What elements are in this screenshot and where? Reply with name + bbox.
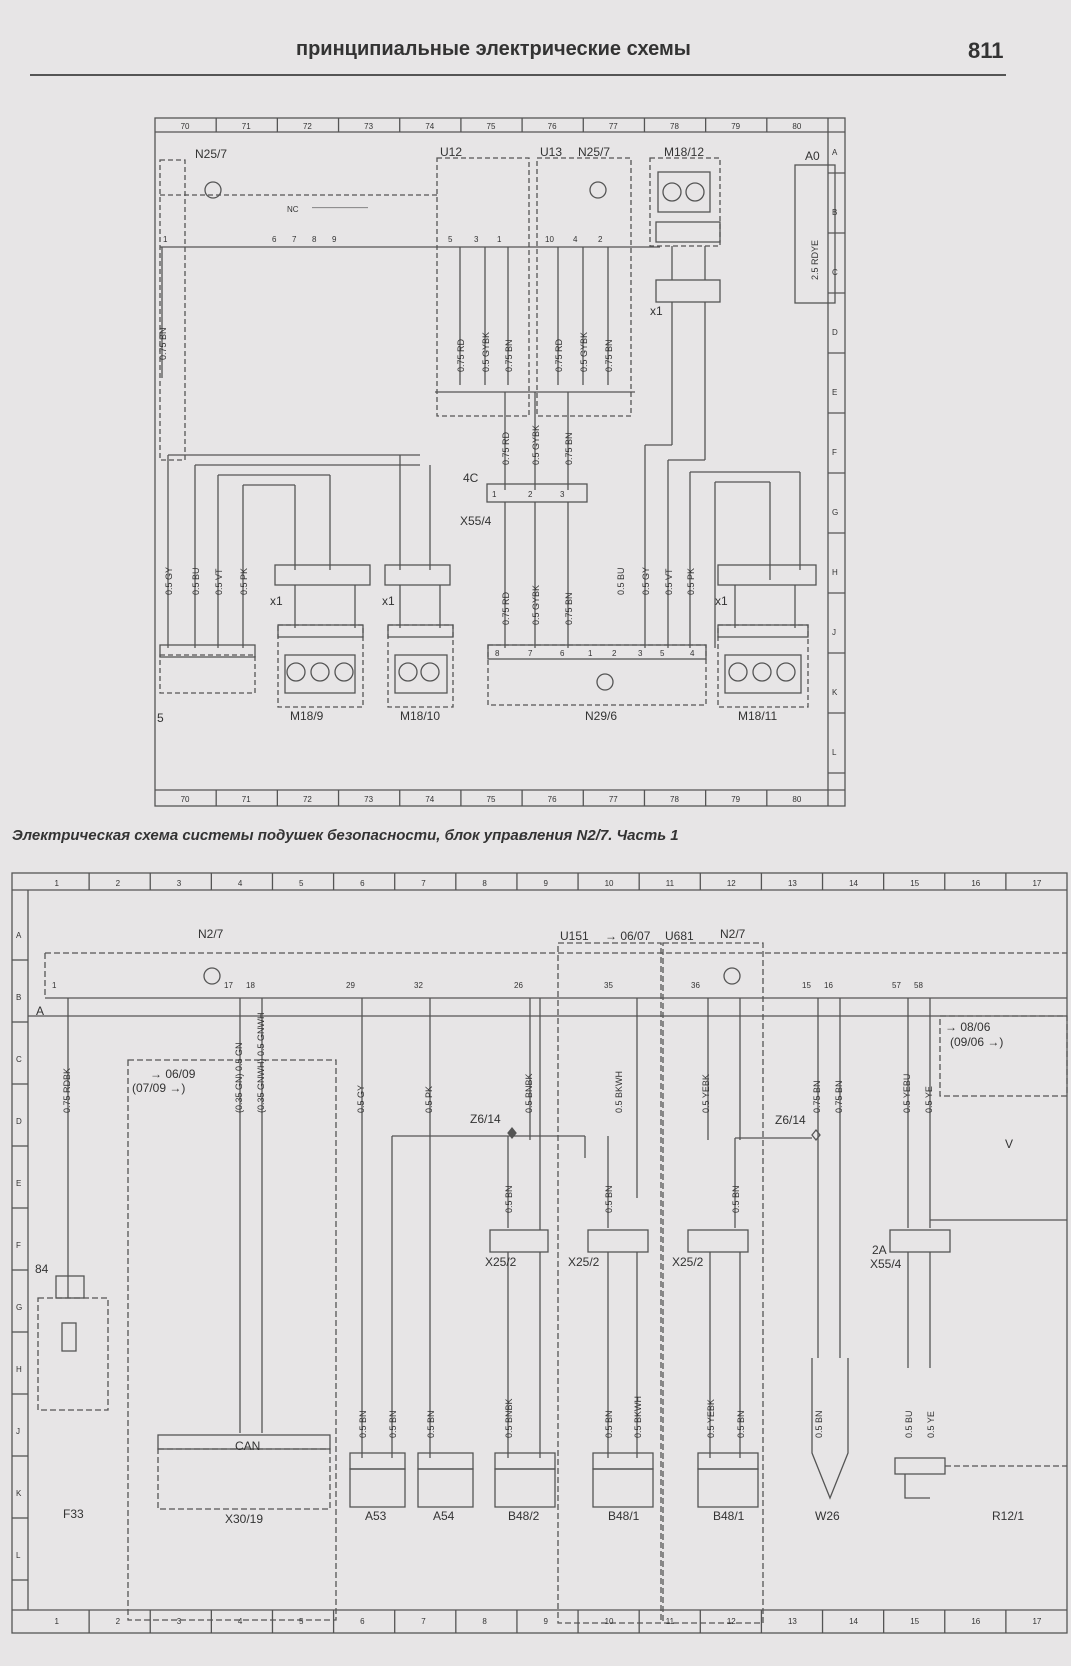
connector-label-x1: x1	[650, 304, 663, 318]
connector-label-x1: x1	[382, 594, 395, 608]
page-header-title: принципиальные электрические схемы	[296, 38, 691, 60]
wiring-diagram-part-1	[0, 110, 1071, 810]
column-number: 16	[971, 879, 981, 888]
pin-number: 1	[163, 235, 168, 244]
column-number: 78	[670, 122, 679, 131]
can-label: CAN	[235, 1439, 261, 1453]
wire-label: 0.75 BN	[834, 1080, 844, 1113]
pin-number: 2	[598, 235, 603, 244]
row-letter: F	[16, 1241, 21, 1250]
column-number: 10	[604, 879, 614, 888]
column-number: 80	[792, 122, 802, 131]
pin-number: 1	[492, 490, 497, 499]
pin-number: 2	[528, 490, 533, 499]
wire-label: 0.5 BN	[731, 1185, 741, 1213]
row-letter: G	[16, 1303, 23, 1312]
wire-label: 0.5 PK	[686, 567, 696, 595]
right-date-2: (09/06 →)	[950, 1035, 1004, 1049]
row-letter: E	[16, 1179, 22, 1188]
column-number: 76	[547, 795, 557, 804]
wiring-diagram-part-2	[0, 868, 1071, 1638]
pin-number: 7	[292, 235, 297, 244]
pin-number: 10	[545, 235, 554, 244]
row-letter: H	[16, 1365, 22, 1374]
component-label-a0: A0	[805, 149, 820, 163]
row-letter: B	[16, 993, 22, 1002]
wire-label: 0.5 BN	[358, 1410, 368, 1438]
pin-number: 8	[312, 235, 317, 244]
pin-number: 7	[528, 649, 533, 658]
row-letter: J	[832, 628, 836, 637]
row-letter: G	[832, 508, 839, 517]
wire-label: 0.75 BN	[564, 432, 574, 465]
row-letter: A	[832, 148, 838, 157]
column-number: 8	[482, 879, 487, 888]
pin-number: 15	[802, 981, 811, 990]
component-label-n25-7: N25/7	[195, 147, 228, 161]
column-number: 11	[665, 1617, 675, 1626]
column-number: 17	[1032, 1617, 1042, 1626]
pin-number: 5	[448, 235, 453, 244]
wire-label: 0.5 GY	[641, 566, 651, 595]
header-rule	[30, 74, 1006, 76]
column-number: 77	[608, 795, 618, 804]
pin-number: 5	[660, 649, 665, 658]
column-number: 73	[364, 795, 374, 804]
component-label-a53: A53	[365, 1509, 387, 1523]
component-label-b48-1: B48/1	[608, 1509, 640, 1523]
component-label-f33: F33	[63, 1507, 84, 1521]
pin-number: 35	[604, 981, 613, 990]
column-number: 3	[176, 1617, 182, 1626]
column-number: 74	[425, 795, 435, 804]
column-number: 8	[482, 1617, 487, 1626]
wire-label: (0.35 GNWH) 0.5 GNWH	[256, 1012, 266, 1113]
wire-label: 0.75 BN	[158, 327, 168, 360]
pin-number: 3	[638, 649, 643, 658]
wire-label: 0.5 VT	[214, 568, 224, 595]
column-number: 79	[731, 122, 741, 131]
pin-number: 6	[272, 235, 277, 244]
column-number: 11	[665, 879, 675, 888]
wire-label: 0.5 YE	[924, 1086, 934, 1113]
row-letter: F	[832, 448, 837, 457]
box-date-1: → 06/09	[150, 1067, 196, 1081]
pin-number: 57	[892, 981, 901, 990]
column-number: 6	[360, 879, 365, 888]
wire-label-a0: 2.5 RDYE	[810, 239, 820, 280]
column-number: 76	[547, 122, 557, 131]
wire-label: 0.5 GYBK	[531, 424, 541, 465]
wire-label: 0.75 RD	[554, 338, 564, 372]
wire-label: 0.5 BN	[504, 1185, 514, 1213]
column-number: 7	[421, 879, 426, 888]
v-label: V	[1005, 1137, 1014, 1151]
component-label-m18-9: M18/9	[290, 709, 324, 723]
wire-label: 0.5 YEBK	[701, 1074, 711, 1113]
column-number: 1	[54, 879, 60, 888]
column-number: 75	[486, 122, 496, 131]
page-number: 811	[968, 38, 1004, 63]
row-letter: E	[832, 388, 838, 397]
column-number: 78	[670, 795, 679, 804]
connector-label-x30-19: X30/19	[225, 1512, 264, 1526]
pin-number: 9	[332, 235, 337, 244]
wire-label: 0.75 RD	[456, 338, 466, 372]
column-number: 4	[237, 1617, 243, 1626]
component-label-a54: A54	[433, 1509, 455, 1523]
wire-label: 0.5 YEBK	[706, 1399, 716, 1438]
splice-label-z6-14: Z6/14	[470, 1112, 501, 1126]
wire-label: 0.5 PK	[424, 1085, 434, 1113]
connector-label-x55-4: X55/4	[460, 514, 492, 528]
column-number: 2	[115, 879, 121, 888]
row-letter: L	[16, 1551, 21, 1560]
wire-label: 0.5 BN	[736, 1410, 746, 1438]
row-letter: H	[832, 568, 838, 577]
pin-number: 29	[346, 981, 355, 990]
wire-label: 0.5 BKWH	[633, 1395, 643, 1438]
column-number: 73	[364, 122, 374, 131]
right-date-1: → 08/06	[945, 1020, 991, 1034]
wire-label: 0.75 BN	[604, 339, 614, 372]
wire-label: 0.5 BKWH	[614, 1070, 624, 1113]
wire-label: 0.5 GYBK	[579, 331, 589, 372]
component-label-n25-7-right: N25/7	[578, 145, 611, 159]
row-letter: D	[16, 1117, 22, 1126]
pin-number: 16	[824, 981, 833, 990]
nc-line: ———————	[312, 203, 368, 212]
column-number: 5	[299, 879, 304, 888]
column-number: 13	[787, 1617, 797, 1626]
row-letter: B	[832, 208, 838, 217]
row-letter: C	[832, 268, 838, 277]
pin-number: 2	[612, 649, 617, 658]
sheet-ref: 5	[157, 711, 164, 725]
component-label-u681: U681	[665, 929, 694, 943]
wire-label: 0.5 BU	[904, 1410, 914, 1438]
wire-label: 0.75 BN	[812, 1080, 822, 1113]
connector-label-x1: x1	[715, 594, 728, 608]
row-letter: J	[16, 1427, 20, 1436]
wire-label: 0.5 BNBK	[524, 1073, 534, 1113]
column-number: 15	[910, 1617, 920, 1626]
component-label-m18-11: M18/11	[738, 709, 778, 723]
wire-label: 0.5 GY	[164, 566, 174, 595]
wire-label: 0.5 GYBK	[531, 584, 541, 625]
component-label-u151: U151	[560, 929, 589, 943]
bus-label-a: A	[36, 1004, 45, 1018]
column-number: 9	[543, 1617, 548, 1626]
column-number: 17	[1032, 879, 1042, 888]
pin-number: 6	[560, 649, 565, 658]
wire-label: 0.5 GY	[356, 1084, 366, 1113]
column-number: 1	[54, 1617, 60, 1626]
column-number: 14	[849, 1617, 858, 1626]
column-number: 3	[176, 879, 182, 888]
column-number: 4	[237, 879, 243, 888]
connector-ref-2a: 2A	[872, 1243, 887, 1257]
wire-label: 0.75 RDBK	[62, 1067, 72, 1113]
component-label-w26: W26	[815, 1509, 840, 1523]
connector-ref-4c: 4C	[463, 471, 479, 485]
column-number: 16	[971, 1617, 981, 1626]
wire-label: 0.75 RD	[501, 431, 511, 465]
row-letter: D	[832, 328, 838, 337]
column-number: 75	[486, 795, 496, 804]
wire-label: 0.5 BN	[814, 1410, 824, 1438]
connector-label-x1: x1	[270, 594, 283, 608]
pin-number: 3	[560, 490, 565, 499]
wire-label: 0.5 BN	[604, 1410, 614, 1438]
column-number: 70	[180, 795, 190, 804]
column-number: 6	[360, 1617, 365, 1626]
pin-number: 3	[474, 235, 479, 244]
wire-label: 0.5 BU	[191, 567, 201, 595]
wire-label: 0.5 VT	[664, 568, 674, 595]
connector-label-x55-4: X55/4	[870, 1257, 902, 1271]
wire-label: 0.75 BN	[504, 339, 514, 372]
pin-number: 4	[690, 649, 695, 658]
component-label-u12: U12	[440, 145, 463, 159]
diagram-caption: Электрическая схема системы подушек безопасности, блок управления N2/7. Часть 1	[12, 827, 679, 844]
component-label-m18-12: M18/12	[664, 145, 705, 159]
pin-number: 4	[573, 235, 578, 244]
pin-number: 36	[691, 981, 700, 990]
column-number: 14	[849, 879, 858, 888]
pin-number: 18	[246, 981, 255, 990]
splice-label-z6-14-b: Z6/14	[775, 1113, 806, 1127]
pin-number: 26	[514, 981, 523, 990]
column-number: 15	[910, 879, 920, 888]
wire-label: 0.5 YEBU	[902, 1073, 912, 1113]
wire-label: 0.5 BNBK	[504, 1398, 514, 1438]
wire-label: 0.75 RD	[501, 591, 511, 625]
connector-label-x25-2-b: X25/2	[568, 1255, 600, 1269]
component-label-b48-2: B48/2	[508, 1509, 540, 1523]
component-label-n2-7-right: N2/7	[720, 927, 746, 941]
component-label-n2-7: N2/7	[198, 927, 224, 941]
column-number: 77	[608, 122, 618, 131]
pin-number: 1	[588, 649, 593, 658]
row-letter: K	[832, 688, 838, 697]
wire-label: 0.5 PK	[239, 567, 249, 595]
connector-label-x25-2-c: X25/2	[672, 1255, 704, 1269]
row-letter: A	[16, 931, 22, 940]
column-number: 5	[299, 1617, 304, 1626]
wire-label: 0.5 BU	[616, 567, 626, 595]
component-label-r12-1: R12/1	[992, 1509, 1025, 1523]
component-label-b48-1-b: B48/1	[713, 1509, 745, 1523]
f33-pin-label: 84	[35, 1262, 49, 1276]
box-date-2: (07/09 →)	[132, 1081, 186, 1095]
row-letter: C	[16, 1055, 22, 1064]
column-number: 12	[726, 1617, 736, 1626]
column-number: 71	[241, 795, 251, 804]
wire-label: 0.5 BN	[426, 1410, 436, 1438]
row-letter: K	[16, 1489, 22, 1498]
column-number: 74	[425, 122, 435, 131]
wire-label: 0.75 BN	[564, 592, 574, 625]
column-number: 13	[787, 879, 797, 888]
column-number: 71	[241, 122, 251, 131]
nc-label: NC	[287, 205, 299, 214]
column-number: 7	[421, 1617, 426, 1626]
column-number: 80	[792, 795, 802, 804]
pin-number: 32	[414, 981, 423, 990]
component-label-m18-10: M18/10	[400, 709, 441, 723]
column-number: 2	[115, 1617, 121, 1626]
column-number: 79	[731, 795, 741, 804]
column-number: 70	[180, 122, 190, 131]
column-number: 12	[726, 879, 736, 888]
wire-label: 0.5 BN	[604, 1185, 614, 1213]
column-number: 72	[302, 795, 312, 804]
wire-label: (0.35 GN) 0.5 GN	[234, 1042, 244, 1113]
pin-number: 8	[495, 649, 500, 658]
wire-label: 0.5 YE	[926, 1411, 936, 1438]
component-label-n29-6: N29/6	[585, 709, 618, 723]
pin-number: 58	[914, 981, 923, 990]
column-number: 72	[302, 122, 312, 131]
pin-number: 1	[497, 235, 502, 244]
column-number: 9	[543, 879, 548, 888]
component-label-u13: U13	[540, 145, 563, 159]
pin-number: 1	[52, 981, 57, 990]
wire-label: 0.5 GYBK	[481, 331, 491, 372]
u151-date: → 06/07	[605, 929, 651, 943]
pin-number: 17	[224, 981, 233, 990]
connector-label-x25-2: X25/2	[485, 1255, 517, 1269]
column-number: 10	[604, 1617, 614, 1626]
row-letter: L	[832, 748, 837, 757]
wire-label: 0.5 BN	[388, 1410, 398, 1438]
